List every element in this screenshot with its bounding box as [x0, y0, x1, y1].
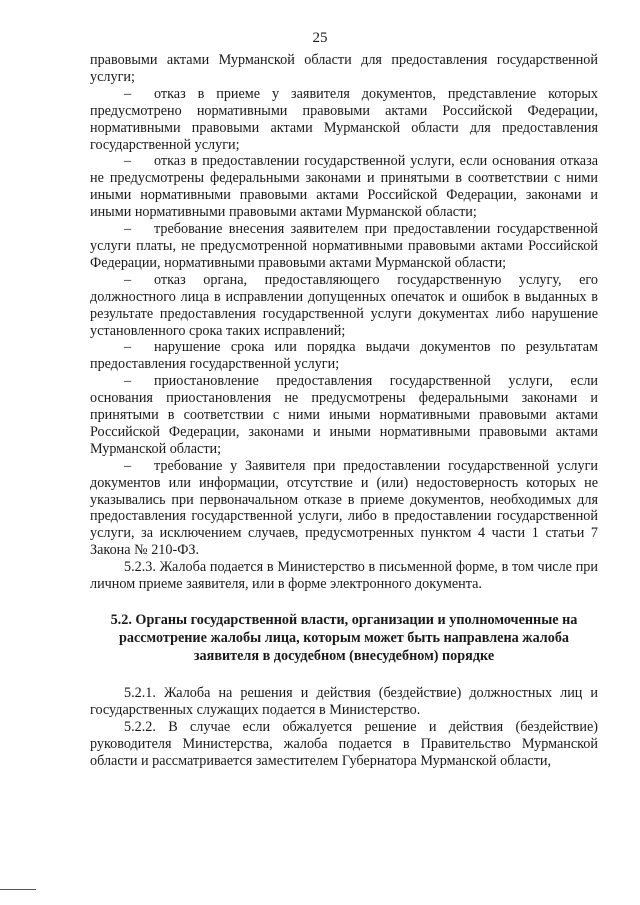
list-item-text: отказ в предоставлении государственной услуги, если основания отказа не предусмотрены федеральными законами и принятыми в соответствии с ними иными нормативными правовыми актами Российской Федерации, законами и иными нормативными правовыми актами Мурманской области; [90, 153, 598, 221]
list-item-text: нарушение срока или порядка выдачи документов по результатам предоставления государственной услуги; [90, 339, 598, 373]
paragraph-5-2-2: 5.2.2. В случае если обжалуется решение и действия (бездействие) руководителя Министерства, жалоба подается в Правительство Мурманской области и рассматривается заместителем Губернатора Мурманской области, [90, 718, 598, 769]
dash-marker: – [124, 457, 132, 474]
dash-marker: – [124, 271, 132, 288]
dash-marker: – [124, 221, 132, 238]
text-continuation: правовыми актами Мурманской области для предоставления государственной услуги; [90, 52, 598, 85]
paragraph-5-2-3: 5.2.3. Жалоба подается в Министерство в письменной форме, в том числе при личном приеме заявителя, или в форме электронного документа. [90, 559, 598, 593]
footer-rule [0, 889, 36, 890]
list-item [90, 153, 598, 221]
list-item-text: отказ в приеме у заявителя документов, представление которых предусмотрено нормативными правовыми актами Российской Федерации, нормативными правовыми актами Мурманской области для предоставления государственной услуги; [90, 85, 598, 153]
list-item-text: требование у Заявителя при предоставлении государственной услуги документов или информации, отсутствие и (или) недостоверность которых не указывались при первоначальном отказе в приеме документов, необходимых для предоставления государственной услуги, либо в предоставлении государственной услуги, за исключением случаев, предусмотренных пунктом 4 части 1 статьи 7 Закона № 210-ФЗ. [90, 457, 598, 559]
list-item [90, 86, 598, 154]
list-item-text: приостановление предоставления государственной услуги, если основания приостановления не предусмотрены федеральными законами и принятыми в соответствии с ними иными нормативными правовыми актами Российской Федерации, законами и иными нормативными правовыми актами Мурманской области; [90, 373, 598, 457]
list-item-text: отказ органа, предоставляющего государственную услугу, его должностного лица в исправлении допущенных опечаток и ошибок в выданных в результате предоставления государственной услуги документах либо нарушение установленного срока таких исправлений; [90, 271, 598, 339]
dash-marker: – [124, 153, 132, 170]
document-body [90, 52, 598, 770]
page-number: 25 [312, 30, 328, 46]
dash-marker: – [124, 373, 132, 390]
list-item [90, 373, 598, 458]
list-item [90, 221, 598, 272]
section-heading: 5.2. Органы государственной власти, организации и уполномоченные на рассмотрение жалобы лица, которым может быть направлена жалоба заявителя в досудебном (внесудебном) порядке [110, 612, 578, 664]
list-item-text: требование внесения заявителем при предоставлении государственной услуги платы, не предусмотренной нормативными правовыми актами Российской Федерации, нормативными правовыми актами Мурманской области; [90, 221, 598, 271]
dash-marker: – [124, 339, 132, 356]
list-item [90, 272, 598, 340]
paragraph-5-2-1: 5.2.1. Жалоба на решения и действия (бездействие) должностных лиц и государственных служащих подается в Министерство. [90, 685, 598, 718]
list-item [90, 458, 598, 559]
list-item [90, 339, 598, 373]
dash-marker: – [124, 85, 132, 102]
